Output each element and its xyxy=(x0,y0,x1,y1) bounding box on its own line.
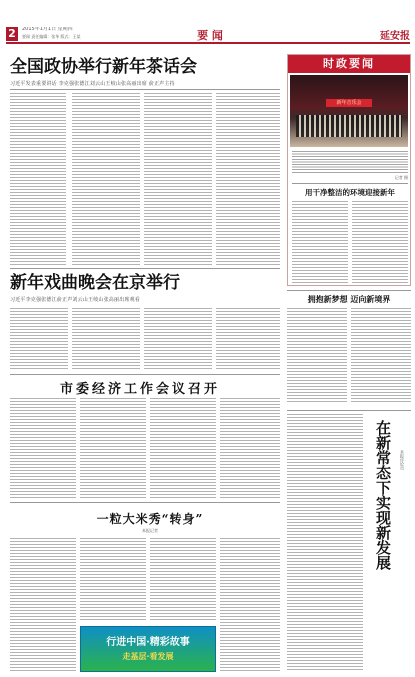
grain-headline: 一粒大米秀“转身” xyxy=(96,512,204,526)
economic-col-2 xyxy=(80,398,146,498)
economic-top-rule xyxy=(10,374,280,375)
stage-banner: 新年音乐会 xyxy=(326,99,372,107)
new-normal-col-1 xyxy=(287,414,363,672)
page-number: 2 xyxy=(8,27,16,40)
embrace-col-2 xyxy=(351,308,411,404)
cppcc-headline: 全国政协举行新年茶话会 xyxy=(10,57,197,77)
grain-top-rule xyxy=(10,502,280,503)
cppcc-col-4 xyxy=(216,93,280,265)
banner-line-2: 走基层·看发展 xyxy=(122,652,174,661)
new-year-env-col-1 xyxy=(292,201,348,283)
embrace-headline: 拥抱新梦想 迈向新境界 xyxy=(307,294,391,304)
cppcc-col-3 xyxy=(144,93,212,265)
paper-name: 延安报 xyxy=(380,31,410,42)
economic-headline: 市委经济工作会议召开 xyxy=(60,382,221,397)
news-photo xyxy=(290,75,408,147)
news-box xyxy=(287,54,411,286)
gala-col-1 xyxy=(10,308,68,370)
page-number-box xyxy=(6,27,18,41)
cppcc-col-2 xyxy=(72,93,140,265)
date-line: 2015年1月1日 星期四 xyxy=(22,27,73,32)
new-year-env-headline: 用干净整洁的环境迎接新年 xyxy=(305,188,395,197)
story-banner xyxy=(80,626,216,672)
banner-line-1: 行进中国·精彩故事 xyxy=(106,637,190,648)
gala-col-3 xyxy=(144,308,212,370)
news-box-title: 时政要闻 xyxy=(288,55,410,73)
edition-line: 要闻 责任编辑：张华 版式：王某 xyxy=(22,34,81,39)
grain-col-4 xyxy=(220,538,280,672)
economic-col-3 xyxy=(150,398,216,498)
embrace-top-rule xyxy=(287,290,411,291)
gala-subtitle: 习近平李克强张德江俞正声刘云山王岐山张高丽出席观看 xyxy=(10,297,141,303)
new-normal-byline: 本报评论员 xyxy=(400,450,405,470)
gala-headline: 新年戏曲晚会在京举行 xyxy=(10,273,180,293)
cppcc-col-1 xyxy=(10,93,66,265)
embrace-col-1 xyxy=(287,308,347,404)
grain-col-3 xyxy=(150,538,216,622)
gala-col-2 xyxy=(72,308,140,370)
news-box-rule xyxy=(292,183,408,184)
grain-col-1 xyxy=(10,538,76,672)
new-year-env-col-2 xyxy=(352,201,408,283)
gala-top-rule xyxy=(10,268,280,269)
section-title: 要 闻 xyxy=(197,29,223,42)
gala-col-4 xyxy=(216,308,280,370)
economic-col-4 xyxy=(220,398,280,498)
new-normal-headline: 在新常态下实现新发展 xyxy=(374,420,392,570)
news-photo-credit: 记者 摄 xyxy=(394,175,408,180)
choir-rows xyxy=(296,115,402,137)
cppcc-subtitle: 习近平发表重要讲话 李克强张德江刘云山王岐山张高丽出席 俞正声主持 xyxy=(10,81,175,87)
cppcc-rule xyxy=(10,89,280,90)
masthead-rule xyxy=(6,42,410,44)
new-normal-top-rule xyxy=(287,410,411,411)
grain-byline: 本报记者 xyxy=(142,528,158,533)
economic-col-1 xyxy=(10,398,76,498)
grain-col-2 xyxy=(80,538,146,622)
news-photo-caption xyxy=(292,151,408,173)
